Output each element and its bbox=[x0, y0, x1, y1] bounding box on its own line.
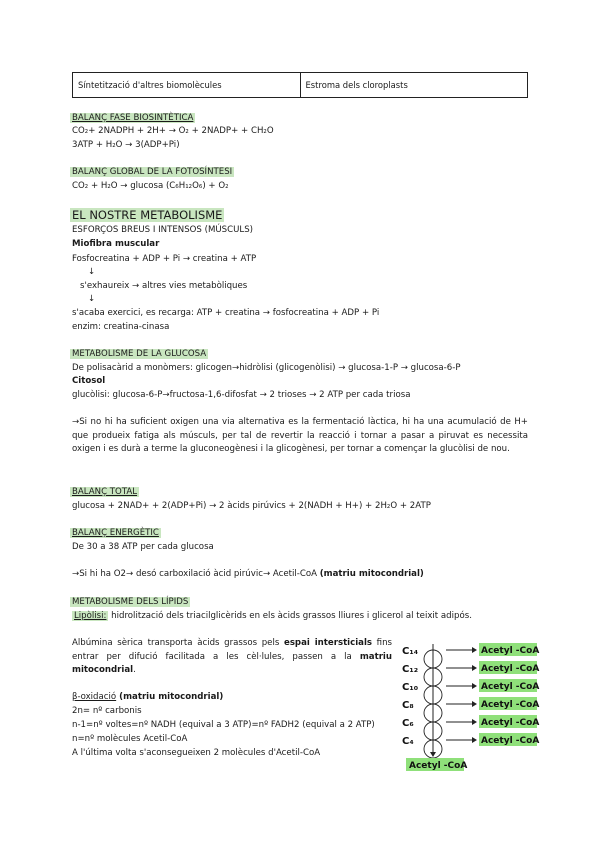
text-line: s'exhaureix → altres vies metabòliques bbox=[80, 281, 248, 291]
arrowhead bbox=[472, 719, 477, 725]
acetyl-coa-label: Acetyl -CoA bbox=[481, 664, 540, 674]
carbon-label: C₆ bbox=[402, 718, 414, 729]
paragraph: →Si no hi ha suficient oxigen una via alternativa es la fermentació làctica, hi ha una acumulació de H+ que produeix fatiga als músculs, per tal de revertir la reacció i tornar a pasar a piruvat es necessita oxigen i es durà a terme la gluconeogènesi i la glicogènesi, per tornar a començar la glucòlisi de nou. bbox=[72, 417, 528, 455]
term-bold: espai intersticials bbox=[283, 638, 373, 648]
acetyl-coa-label: Acetyl -CoA bbox=[481, 646, 540, 656]
subheading: ESFORÇOS BREUS I INTENSOS (MÚSCULS) bbox=[72, 225, 254, 235]
subheading-bold: Citosol bbox=[72, 376, 106, 386]
down-arrow-icon: ↓ bbox=[88, 267, 96, 277]
text-span: fins entrar per difució facilitada a les cèl·lules, passen a la bbox=[72, 638, 393, 662]
subheading bbox=[72, 691, 223, 703]
acetyl-coa-label: Acetyl -CoA bbox=[481, 718, 540, 728]
text-span: Albúmina sèrica transporta àcids grassos pels bbox=[72, 638, 284, 648]
acetyl-coa-label: Acetyl -CoA bbox=[481, 700, 540, 710]
down-arrow-icon: ↓ bbox=[88, 294, 96, 304]
text-line: enzim: creatina-cinasa bbox=[72, 322, 170, 332]
text-line: n=nº molècules Acetil-CoA bbox=[72, 734, 188, 744]
final-product-label: Acetyl -CoA bbox=[409, 761, 468, 771]
text-line: s'acaba exercici, es recarga: ATP + creatina → fosfocreatina + ADP + Pi bbox=[72, 308, 380, 318]
arrowhead bbox=[472, 683, 477, 689]
table-row bbox=[73, 73, 528, 98]
section-heading: BALANÇ FASE BIOSINTÈTICA bbox=[72, 113, 194, 123]
section-heading: BALANÇ TOTAL bbox=[72, 487, 138, 497]
page-title: EL NOSTRE METABOLISME bbox=[72, 208, 223, 222]
beta-oxidation-diagram bbox=[400, 636, 560, 776]
down-arrow-icon bbox=[430, 752, 436, 757]
section-heading: BALANÇ GLOBAL DE LA FOTOSÍNTESI bbox=[72, 167, 233, 177]
term-label: Lipòlisi: bbox=[74, 611, 107, 621]
text-line: De polisacàrid a monòmers: glicogen→hidròlisi (glicogenòlisi) → glucosa-1-P → glucosa-6-P bbox=[72, 363, 461, 373]
carbon-label: C₁₀ bbox=[402, 682, 419, 693]
text-line: 2n= nº carbonis bbox=[72, 706, 142, 716]
acetyl-coa-label: Acetyl -CoA bbox=[481, 736, 540, 746]
carbon-label: C₁₂ bbox=[402, 664, 419, 675]
arrowhead bbox=[472, 701, 477, 707]
equation-line: glucosa + 2NAD+ + 2(ADP+Pi) → 2 àcids pirúvics + 2(NADH + H+) + 2H₂O + 2ATP bbox=[72, 501, 431, 511]
acetyl-coa-label: Acetyl -CoA bbox=[481, 682, 540, 692]
location-table bbox=[72, 72, 528, 98]
text-line bbox=[72, 568, 424, 580]
subheading-bold: Miofibra muscular bbox=[72, 239, 160, 249]
table-cell: Síntetització d'altres biomolècules bbox=[73, 73, 301, 98]
carbon-label: C₈ bbox=[402, 700, 414, 711]
text-line: De 30 a 38 ATP per cada glucosa bbox=[72, 542, 214, 552]
text-span: hidrolització dels triacilglicèrids en els àcids grassos lliures i glicerol al teixit adipós. bbox=[108, 611, 472, 621]
text-line: Fosfocreatina + ADP + Pi → creatina + ATP bbox=[72, 254, 257, 264]
carbon-label: C₄ bbox=[402, 736, 414, 747]
term-bold: matriu mitocondrial bbox=[72, 651, 392, 676]
text-span: →Si hi ha O2→ desó carboxilació àcid pirúvic→ Acetil-CoA bbox=[72, 569, 320, 579]
text-line: glucòlisi: glucosa-6-P→fructosa-1,6-difosfat → 2 trioses → 2 ATP per cada triosa bbox=[72, 390, 411, 400]
equation-line: CO₂+ 2NADPH + 2H+ → O₂ + 2NADP+ + CH₂O bbox=[72, 126, 274, 136]
paragraph bbox=[72, 637, 392, 678]
arrowhead bbox=[472, 665, 477, 671]
equation-line: 3ATP + H₂O → 3(ADP+Pi) bbox=[72, 140, 180, 150]
text-span: . bbox=[133, 665, 136, 676]
text-line: n-1=nº voltes=nº NADH (equival a 3 ATP)=nº FADH2 (equival a 2 ATP) bbox=[72, 720, 375, 730]
carbon-label: C₁₄ bbox=[402, 646, 419, 657]
term-label: β-oxidació bbox=[72, 692, 117, 702]
arrowhead bbox=[472, 737, 477, 743]
equation-line: CO₂ + H₂O → glucosa (C₆H₁₂O₆) + O₂ bbox=[72, 181, 229, 191]
arrowhead bbox=[472, 647, 477, 653]
text-line bbox=[72, 610, 472, 622]
table-cell: Estroma dels cloroplasts bbox=[300, 73, 528, 98]
section-heading: METABOLISME DELS LÍPIDS bbox=[72, 597, 189, 607]
location-bold: (matriu mitocondrial) bbox=[319, 569, 424, 579]
text-line: A l'última volta s'aconsegueixen 2 molècules d'Acetil-CoA bbox=[72, 748, 321, 758]
section-heading: METABOLISME DE LA GLUCOSA bbox=[72, 349, 207, 359]
section-heading: BALANÇ ENERGÈTIC bbox=[72, 528, 159, 538]
location-bold: (matriu mitocondrial) bbox=[116, 692, 224, 702]
